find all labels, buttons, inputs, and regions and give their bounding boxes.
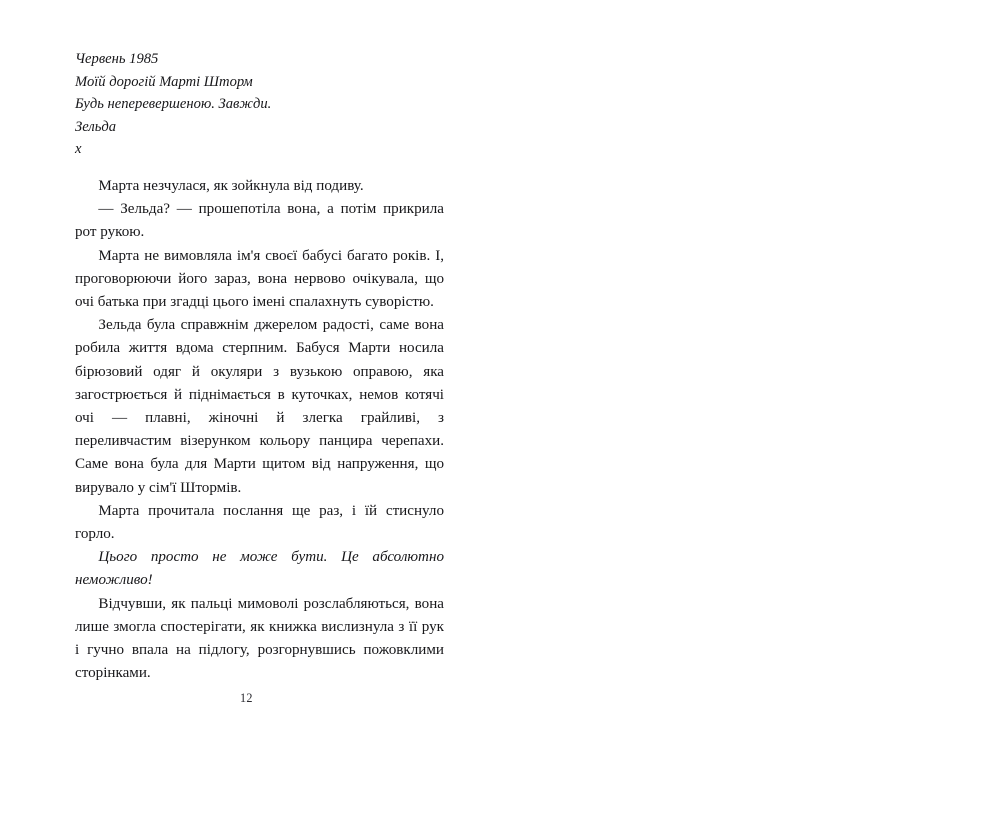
paragraph: — Зельда? — прошепотіла вона, а потім прикрила рот рукою.	[75, 201, 444, 241]
letter-line-date: Червень 1985	[75, 51, 159, 67]
page-left	[0, 0, 500, 742]
paragraph: Марта прочитала послання ще раз, і їй стиснуло горло.	[75, 502, 444, 543]
page-right	[500, 0, 1000, 742]
letter-block	[75, 48, 444, 161]
paragraph: Марта не вимовляла ім'я своєї бабусі багато років. І, проговорюючи його зараз, вона нервово очікувала, що очі батька при згадці цього імені спалахнуть суворістю.	[75, 247, 444, 310]
letter-line-body: Будь неперевершеною. Завжди.	[75, 96, 272, 113]
paragraph-emphasis: Цього просто не може бути. Це абсолютно неможливо!	[75, 549, 444, 589]
paragraph: Відчувши, як пальці мимоволі розслабляються, вона лише змогла спостерігати, як книжка вислизнула з її рук і гучно впала на підлогу, розгорнувшись пожовклими сторінками.	[75, 595, 444, 682]
letter-line-kiss: x	[75, 141, 82, 158]
paragraph: Марта незчулася, як зойкнула від подиву.	[98, 177, 364, 194]
paragraph: Зельда була справжнім джерелом радості, саме вона робила життя вдома стерпним. Бабуся Марти носила бірюзовий одяг й окуляри з вузькою оправою, яка загострюється й піднімається в куточках, немов котячі очі — плавні, жіночні й злегка грайливі, з переливчастим візерунком кольору панцира черепахи. Саме вона була для Марти щитом від напруження, що вирувало у сім'ї Штормів.	[75, 317, 444, 496]
letter-line-signature: Зельда	[75, 118, 117, 135]
page-number-left: 12	[240, 691, 253, 705]
left-page-textblock	[75, 48, 444, 685]
letter-line-salutation: Моїй дорогій Марті Шторм	[75, 73, 253, 90]
